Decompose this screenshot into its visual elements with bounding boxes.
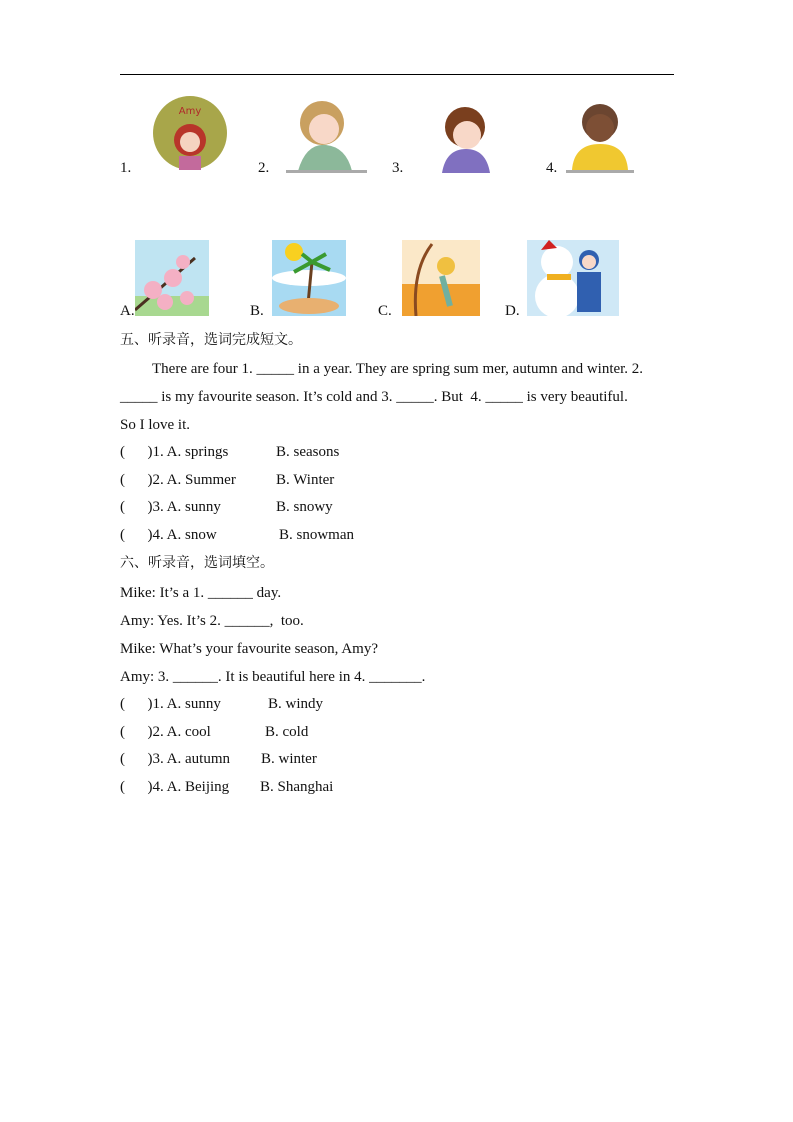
s5-question-4: ( )4. A. snow	[120, 527, 217, 543]
s6-option-b-2: B. cold	[265, 724, 309, 740]
season-label-a: A.	[120, 303, 135, 319]
amy-badge-text: Amy	[178, 106, 202, 117]
s5-question-3: ( )3. A. sunny	[120, 499, 221, 515]
dialogue-line-4: Amy: 3. ______. It is beautiful here in 4. _______.	[120, 669, 426, 685]
s6-question-1: ( )1. A. sunny	[120, 696, 221, 712]
section6-title: 六、听录音，选词填空。	[120, 555, 274, 571]
picture-label-3: 3.	[392, 160, 404, 176]
spring-blossom-image	[135, 240, 209, 316]
s5-option-b-2: B. Winter	[276, 472, 335, 488]
dialogue-line-1: Mike: It’s a 1. ______ day.	[120, 585, 282, 601]
picture-label-1: 1.	[120, 160, 132, 176]
passage-line-3: So I love it.	[120, 417, 190, 433]
winter-snowman-image	[527, 240, 619, 316]
amy-portrait-image	[153, 96, 228, 171]
s5-option-b-1: B. seasons	[276, 444, 340, 460]
season-label-d: D.	[505, 303, 520, 319]
picture-label-2: 2.	[258, 160, 270, 176]
s5-question-2: ( )2. A. Summer	[120, 472, 236, 488]
boy-portrait-image	[438, 103, 493, 173]
s5-question-1: ( )1. A. springs	[120, 444, 229, 460]
header-rule	[120, 74, 674, 75]
picture-label-4: 4.	[546, 160, 558, 176]
s5-option-b-3: B. snowy	[276, 499, 333, 515]
girl-portrait-image	[286, 97, 367, 173]
s6-question-3: ( )3. A. autumn	[120, 751, 230, 767]
s5-option-b-4: B. snowman	[279, 527, 354, 543]
boy-yellow-hoodie-image	[566, 98, 634, 173]
season-label-b: B.	[250, 303, 264, 319]
s6-option-b-3: B. winter	[261, 751, 317, 767]
summer-island-image	[272, 240, 346, 316]
season-label-c: C.	[378, 303, 392, 319]
autumn-windy-image	[402, 240, 480, 316]
s6-option-b-4: B. Shanghai	[260, 779, 334, 795]
s6-question-2: ( )2. A. cool	[120, 724, 211, 740]
s6-option-b-1: B. windy	[268, 696, 324, 712]
passage-line-1: There are four 1. _____ in a year. They are spring sum mer, autumn and winter. 2.	[152, 361, 644, 377]
passage-line-2: _____ is my favourite season. It’s cold and 3. _____. But 4. _____ is very beautiful.	[120, 389, 628, 405]
dialogue-line-2: Amy: Yes. It’s 2. ______, too.	[120, 613, 304, 629]
s6-question-4: ( )4. A. Beijing	[120, 779, 230, 795]
section5-title: 五、听录音，选词完成短文。	[120, 332, 302, 348]
dialogue-line-3: Mike: What’s your favourite season, Amy?	[120, 641, 379, 657]
